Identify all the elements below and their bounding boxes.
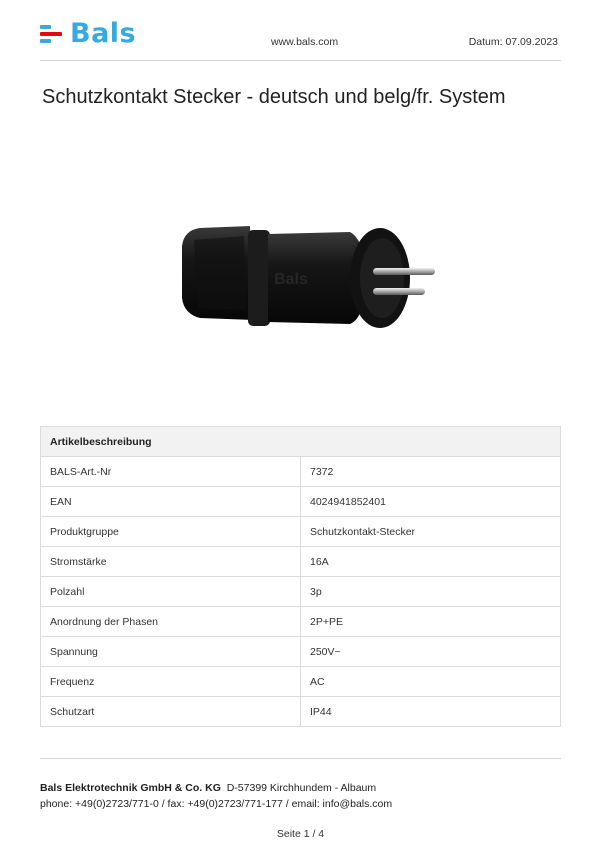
- page-title: Schutzkontakt Stecker - deutsch und belg/fr. System: [42, 86, 506, 108]
- header-divider: [40, 60, 561, 61]
- spec-value: 3p: [301, 577, 561, 607]
- logo-text: Bals: [70, 18, 137, 49]
- table-row: [41, 487, 561, 517]
- table-row: [41, 457, 561, 487]
- spec-label: BALS-Art.-Nr: [41, 457, 301, 487]
- spec-value: AC: [301, 667, 561, 697]
- spec-table-heading: Artikelbeschreibung: [41, 427, 561, 457]
- product-image: [170, 210, 440, 340]
- spec-value: 250V~: [301, 637, 561, 667]
- logo-stripes-icon: [40, 22, 66, 46]
- spec-value: 2P+PE: [301, 607, 561, 637]
- spec-label: Polzahl: [41, 577, 301, 607]
- table-row: [41, 667, 561, 697]
- page-number: Seite 1 / 4: [276, 828, 325, 840]
- table-row: [41, 607, 561, 637]
- footer-divider: [40, 758, 561, 759]
- header-url[interactable]: www.bals.com: [271, 36, 339, 48]
- bals-logo: [40, 20, 136, 48]
- spec-value: IP44: [301, 697, 561, 727]
- table-row: [41, 517, 561, 547]
- table-row: [41, 697, 561, 727]
- spec-label: Anordnung der Phasen: [41, 607, 301, 637]
- footer-address: D-57399 Kirchhundem - Albaum: [226, 782, 377, 794]
- table-row: [41, 637, 561, 667]
- spec-label: Frequenz: [41, 667, 301, 697]
- spec-value: 4024941852401: [301, 487, 561, 517]
- spec-label: Schutzart: [41, 697, 301, 727]
- spec-value: 7372: [301, 457, 561, 487]
- table-row: [41, 547, 561, 577]
- footer-company: Bals Elektrotechnik GmbH & Co. KG: [40, 782, 221, 794]
- spec-label: Stromstärke: [41, 547, 301, 577]
- spec-label: Produktgruppe: [41, 517, 301, 547]
- spec-value: 16A: [301, 547, 561, 577]
- spec-table: [40, 426, 561, 727]
- spec-label: Spannung: [41, 637, 301, 667]
- spec-value: Schutzkontakt-Stecker: [301, 517, 561, 547]
- spec-label: EAN: [41, 487, 301, 517]
- footer-contact: phone: +49(0)2723/771-0 / fax: +49(0)2723/771-177 / email: info@bals.com: [40, 798, 393, 810]
- header-date: Datum: 07.09.2023: [468, 36, 558, 48]
- svg-text:Bals: Bals: [274, 271, 308, 288]
- footer: [40, 780, 392, 812]
- table-row: [41, 577, 561, 607]
